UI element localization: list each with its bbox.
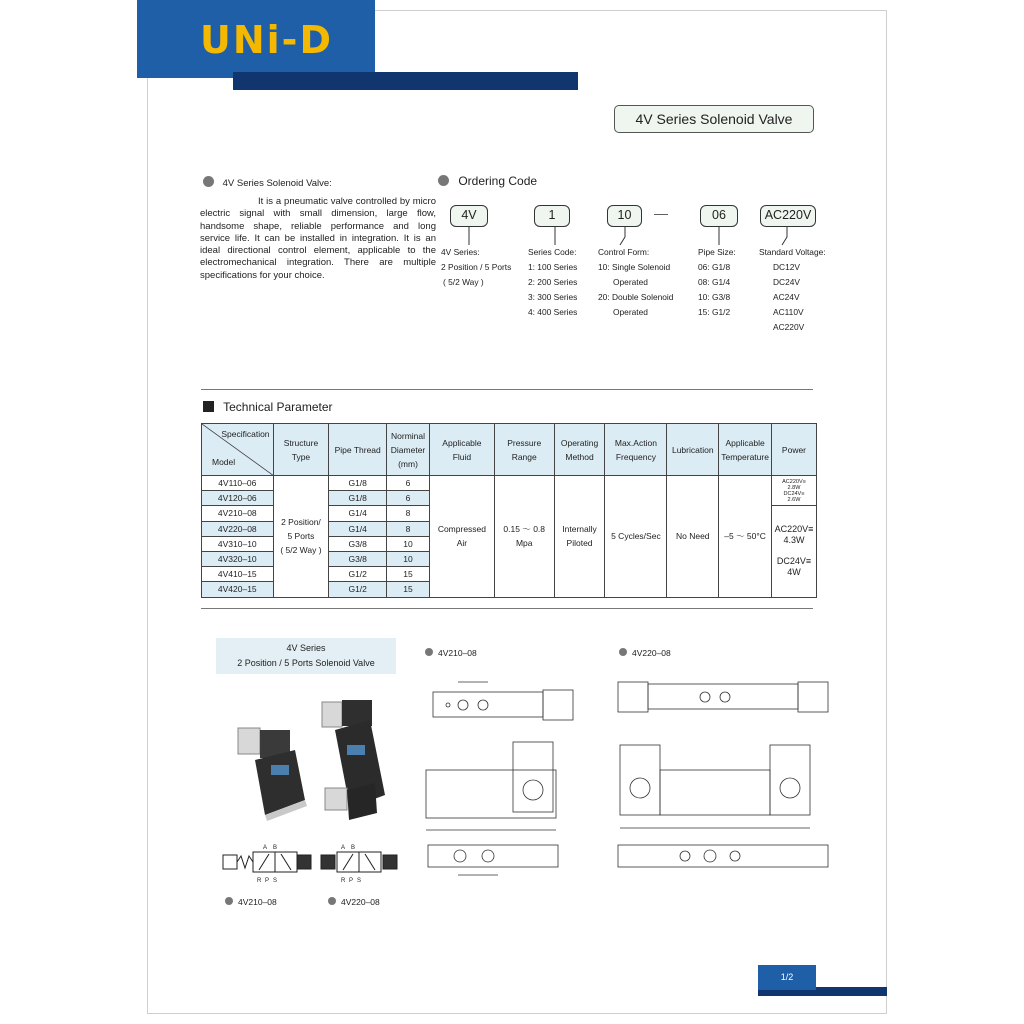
port-b: B xyxy=(351,845,356,851)
header-text: Max.Action xyxy=(614,437,657,448)
cell-model: 4V210–08 xyxy=(202,506,274,521)
ordering-heading-row xyxy=(438,174,537,188)
series-caption-line: 2 Position / 5 Ports Solenoid Valve xyxy=(237,658,375,668)
ordering-text: Standard Voltage: xyxy=(759,247,826,257)
header-text: Fluid xyxy=(452,451,472,462)
cell-thread: G1/8 xyxy=(329,491,387,506)
cell-diameter: 15 xyxy=(387,567,430,582)
ordering-text: AC110V xyxy=(773,307,804,317)
cell-text: 4W xyxy=(787,567,801,578)
header-text: Applicable xyxy=(725,437,765,448)
photo-label-text: 4V210–08 xyxy=(238,897,277,907)
photo-label-text: 4V220–08 xyxy=(341,897,380,907)
bullet-icon xyxy=(328,897,336,905)
intro-heading: 4V Series Solenoid Valve: xyxy=(222,178,332,189)
port-a: A xyxy=(263,845,268,851)
cell-model: 4V320–10 xyxy=(202,551,274,566)
cell-text: Piloted xyxy=(566,538,593,549)
photo-label-210 xyxy=(225,897,277,907)
pneumatic-symbols xyxy=(215,840,415,890)
cell-model: 4V120–06 xyxy=(202,491,274,506)
header-text: Range xyxy=(511,451,537,462)
header-text: Norminal xyxy=(391,430,426,441)
cell-model: 4V220–08 xyxy=(202,521,274,536)
cell-text: 0.15 ～ 0.8 xyxy=(503,524,546,535)
divider xyxy=(201,389,813,390)
code-box-series-code: 1 xyxy=(534,205,570,227)
ordering-col-series xyxy=(441,245,511,290)
header-structure xyxy=(273,424,329,476)
cell-diameter: 8 xyxy=(387,521,430,536)
cell-text: Air xyxy=(456,538,468,549)
cell-thread: G1/2 xyxy=(329,582,387,597)
header-text: Temperature xyxy=(721,451,769,462)
table-row xyxy=(202,476,817,491)
ordering-text: AC220V xyxy=(773,322,805,332)
cell-temperature: –5 ～ 50°C xyxy=(719,476,772,598)
technical-parameter-table xyxy=(201,423,817,598)
cell-text: 5 Ports xyxy=(287,531,315,542)
code-dash: — xyxy=(654,205,668,221)
ordering-text: 08: G1/4 xyxy=(698,277,731,287)
drawing-label-220 xyxy=(619,648,671,658)
cell-lubrication: No Need xyxy=(667,476,719,598)
drawing-220-top-view xyxy=(618,682,828,712)
intro-paragraph: It is a pneumatic valve controlled by micro electric signal with small dimension, large flow, handsome shape, reliable performance and long service life. It can be installed in integration. It is an ideal directional control element, applicable to the electromechanical integration. There are multiple specifications for your choice. xyxy=(200,196,436,281)
ordering-heading: Ordering Code xyxy=(458,174,538,188)
corner-bottom-label: Model xyxy=(212,457,236,467)
port-s: S xyxy=(357,878,362,884)
cell-text: Compressed xyxy=(437,524,486,535)
cell-text: 4.3W xyxy=(783,535,805,546)
drawing-210-bottom-view xyxy=(428,845,558,875)
ordering-text: 2 Position / 5 Ports xyxy=(441,262,512,272)
ordering-text: Operated xyxy=(613,307,648,317)
cell-frequency: 5 Cycles/Sec xyxy=(605,476,667,598)
ordering-col-pipe xyxy=(698,245,736,320)
header-text: Frequency xyxy=(615,451,656,462)
drawing-210-side-view xyxy=(426,742,556,830)
cell-text: ( 5/2 Way ) xyxy=(280,545,322,556)
cell-power-big xyxy=(771,506,816,597)
header-pressure xyxy=(494,424,554,476)
header-text: Diameter xyxy=(390,444,426,455)
cell-fluid xyxy=(429,476,494,598)
ordering-text: AC24V xyxy=(773,292,800,302)
drawing-4v210 xyxy=(418,670,588,885)
header-text: Applicable xyxy=(442,437,482,448)
cell-model: 4V410–15 xyxy=(202,567,274,582)
cell-text: AC220V≡ xyxy=(774,524,814,535)
drawing-210-top-view xyxy=(433,682,573,720)
ordering-col-series-code xyxy=(528,245,577,320)
valve-photo-single xyxy=(238,728,307,821)
code-box-control: 10 xyxy=(607,205,642,227)
cell-text: 2 Position/ xyxy=(281,517,321,528)
cell-diameter: 8 xyxy=(387,506,430,521)
page-title: 4V Series Solenoid Valve xyxy=(614,105,814,133)
header-power: Power xyxy=(771,424,816,476)
header-frequency xyxy=(605,424,667,476)
valve-photo-double xyxy=(322,700,385,820)
port-b: B xyxy=(273,845,278,851)
cell-thread: G1/2 xyxy=(329,567,387,582)
square-bullet-icon xyxy=(203,401,214,412)
drawing-label-text: 4V210–08 xyxy=(438,648,477,658)
header-text: (mm) xyxy=(398,458,418,469)
ordering-text: 4V Series: xyxy=(441,247,480,257)
symbol-single-solenoid xyxy=(223,852,311,872)
series-caption-box xyxy=(216,638,396,674)
bullet-icon xyxy=(225,897,233,905)
bullet-icon xyxy=(438,175,449,186)
cell-text: Internally xyxy=(562,524,597,535)
symbol-double-solenoid xyxy=(321,852,397,872)
cell-diameter: 15 xyxy=(387,582,430,597)
ordering-text: Control Form: xyxy=(598,247,650,257)
header-temperature xyxy=(719,424,772,476)
cell-thread: G1/8 xyxy=(329,476,387,491)
drawing-label-210 xyxy=(425,648,477,658)
port-s: S xyxy=(273,878,278,884)
cell-thread: G3/8 xyxy=(329,536,387,551)
code-box-pipe: 06 xyxy=(700,205,738,227)
bullet-icon xyxy=(619,648,627,656)
ordering-text: 10: G3/8 xyxy=(698,292,731,302)
page-number: 1/2 xyxy=(758,965,816,990)
header-text: Operating xyxy=(560,437,599,448)
ordering-text: Pipe Size: xyxy=(698,247,736,257)
corner-top-label: Specification xyxy=(221,429,270,439)
intro-heading-row xyxy=(203,176,332,189)
header-diameter xyxy=(387,424,430,476)
header-lubrication: Lubrication xyxy=(667,424,719,476)
ordering-col-control xyxy=(598,245,673,320)
cell-model: 4V110–06 xyxy=(202,476,274,491)
valve-product-photos xyxy=(225,690,415,830)
cell-method xyxy=(554,476,605,598)
cell-structure xyxy=(273,476,329,598)
cell-text: 2.6W xyxy=(787,496,801,503)
header-fluid xyxy=(429,424,494,476)
ordering-text: ( 5/2 Way ) xyxy=(443,277,484,287)
cell-diameter: 6 xyxy=(387,491,430,506)
cell-diameter: 10 xyxy=(387,551,430,566)
bullet-icon xyxy=(425,648,433,656)
drawing-220-bottom-view xyxy=(618,845,828,867)
port-a: A xyxy=(341,845,346,851)
cell-pressure xyxy=(494,476,554,598)
ordering-text: 20: Double Solenoid xyxy=(598,292,674,302)
ordering-text: 4: 400 Series xyxy=(528,307,578,317)
ordering-text: 10: Single Solenoid xyxy=(598,262,671,272)
ordering-col-voltage xyxy=(759,245,826,335)
cell-model: 4V310–10 xyxy=(202,536,274,551)
cell-power-small xyxy=(771,476,816,506)
cell-thread: G1/4 xyxy=(329,506,387,521)
tech-heading-row xyxy=(203,400,333,414)
code-box-voltage: AC220V xyxy=(760,205,816,227)
cell-model: 4V420–15 xyxy=(202,582,274,597)
drawing-4v220 xyxy=(610,670,835,885)
divider xyxy=(201,608,813,609)
drawing-label-text: 4V220–08 xyxy=(632,648,671,658)
header-bar xyxy=(233,72,578,90)
cell-diameter: 6 xyxy=(387,476,430,491)
ordering-text: Series Code: xyxy=(528,247,577,257)
cell-text: DC24V≡ xyxy=(776,556,812,567)
cell-text: 2.8W xyxy=(787,484,801,491)
header-text: Type xyxy=(291,451,311,462)
brand-logo: UNi-D xyxy=(200,18,333,62)
code-box-series: 4V xyxy=(450,205,488,227)
ordering-text: DC12V xyxy=(773,262,800,272)
header-method xyxy=(554,424,605,476)
photo-label-220 xyxy=(328,897,380,907)
cell-text: Mpa xyxy=(515,538,533,549)
port-r: R xyxy=(257,878,262,884)
ordering-text: 1: 100 Series xyxy=(528,262,578,272)
ordering-text: Operated xyxy=(613,277,648,287)
header-text: Method xyxy=(565,451,594,462)
ordering-text: DC24V xyxy=(773,277,800,287)
bullet-icon xyxy=(203,176,214,187)
ordering-text: 06: G1/8 xyxy=(698,262,731,272)
header-thread: Pipe Thread xyxy=(329,424,387,476)
cell-diameter: 10 xyxy=(387,536,430,551)
ordering-text: 2: 200 Series xyxy=(528,277,578,287)
cell-text: AC220V≡ xyxy=(782,478,806,485)
port-r: R xyxy=(341,878,346,884)
cell-thread: G1/4 xyxy=(329,521,387,536)
ordering-text: 15: G1/2 xyxy=(698,307,731,317)
header-text: Pressure xyxy=(507,437,542,448)
cell-text: DC24V≡ xyxy=(783,490,805,497)
port-p: P xyxy=(265,878,270,884)
port-p: P xyxy=(349,878,354,884)
corner-header xyxy=(202,424,274,476)
series-caption-line: 4V Series xyxy=(286,643,326,653)
cell-thread: G3/8 xyxy=(329,551,387,566)
drawing-220-side-view xyxy=(620,745,810,828)
header-text: Structure xyxy=(283,437,319,448)
tech-heading: Technical Parameter xyxy=(223,400,333,414)
ordering-text: 3: 300 Series xyxy=(528,292,578,302)
